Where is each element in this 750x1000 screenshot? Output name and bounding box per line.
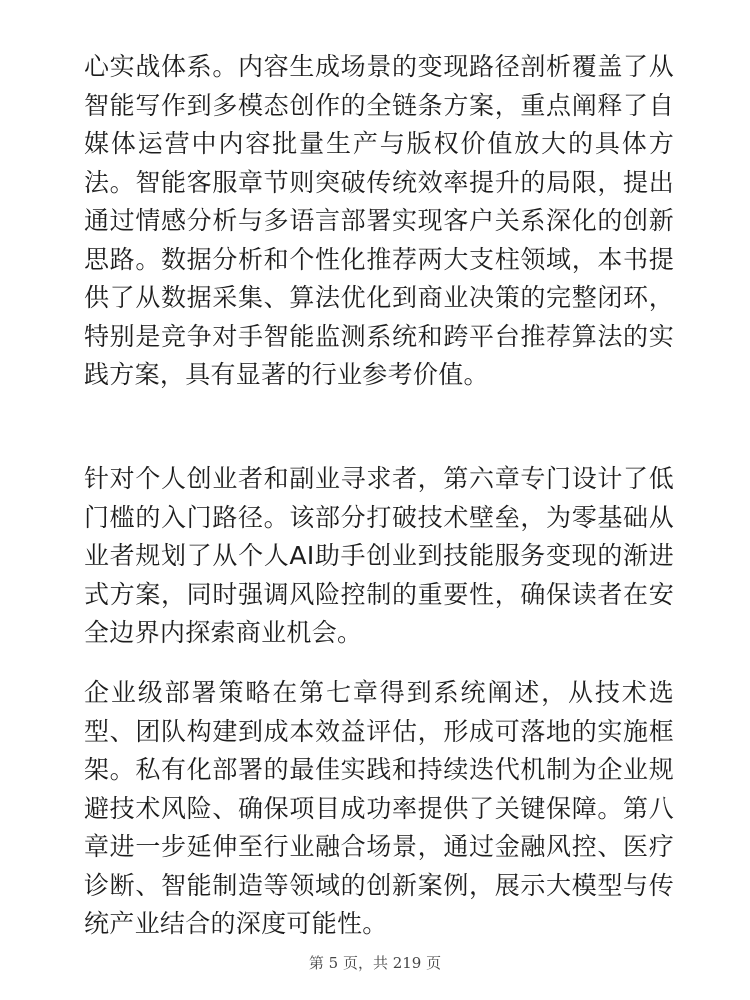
body-paragraph-2: 针对个人创业者和副业寻求者，第六章专门设计了低门槛的入门路径。该部分打破技术壁垒，为零基础从业者规划了从个人AI助手创业到技能服务变现的渐进式方案，同时强调风险控制的重要性，确保读者在安全边界内探索商业机会。 xyxy=(84,464,674,647)
page-number-footer: 第 5 页，共 219 页 xyxy=(308,954,442,972)
body-paragraph-1: 心实战体系。内容生成场景的变现路径剖析覆盖了从智能写作到多模态创作的全链条方案，重点阐释了自媒体运营中内容批量生产与版权价值放大的具体方法。智能客服章节则突破传统效率提升的局限，提出通过情感分析与多语言部署实现客户关系深化的创新思路。数据分析和个性化推荐两大支柱领域，本书提供了从数据采集、算法优化到商业决策的完整闭环，特别是竞争对手智能监测系统和跨平台推荐算法的实践方案，具有显著的行业参考价值。 xyxy=(84,52,674,389)
body-paragraph-3: 企业级部署策略在第七章得到系统阐述，从技术选型、团队构建到成本效益评估，形成可落地的实施框架。私有化部署的最佳实践和持续迭代机制为企业规避技术风险、确保项目成功率提供了关键保障。第八章进一步延伸至行业融合场景，通过金融风控、医疗诊断、智能制造等领域的创新案例，展示大模型与传统产业结合的深度可能性。 xyxy=(84,678,674,938)
